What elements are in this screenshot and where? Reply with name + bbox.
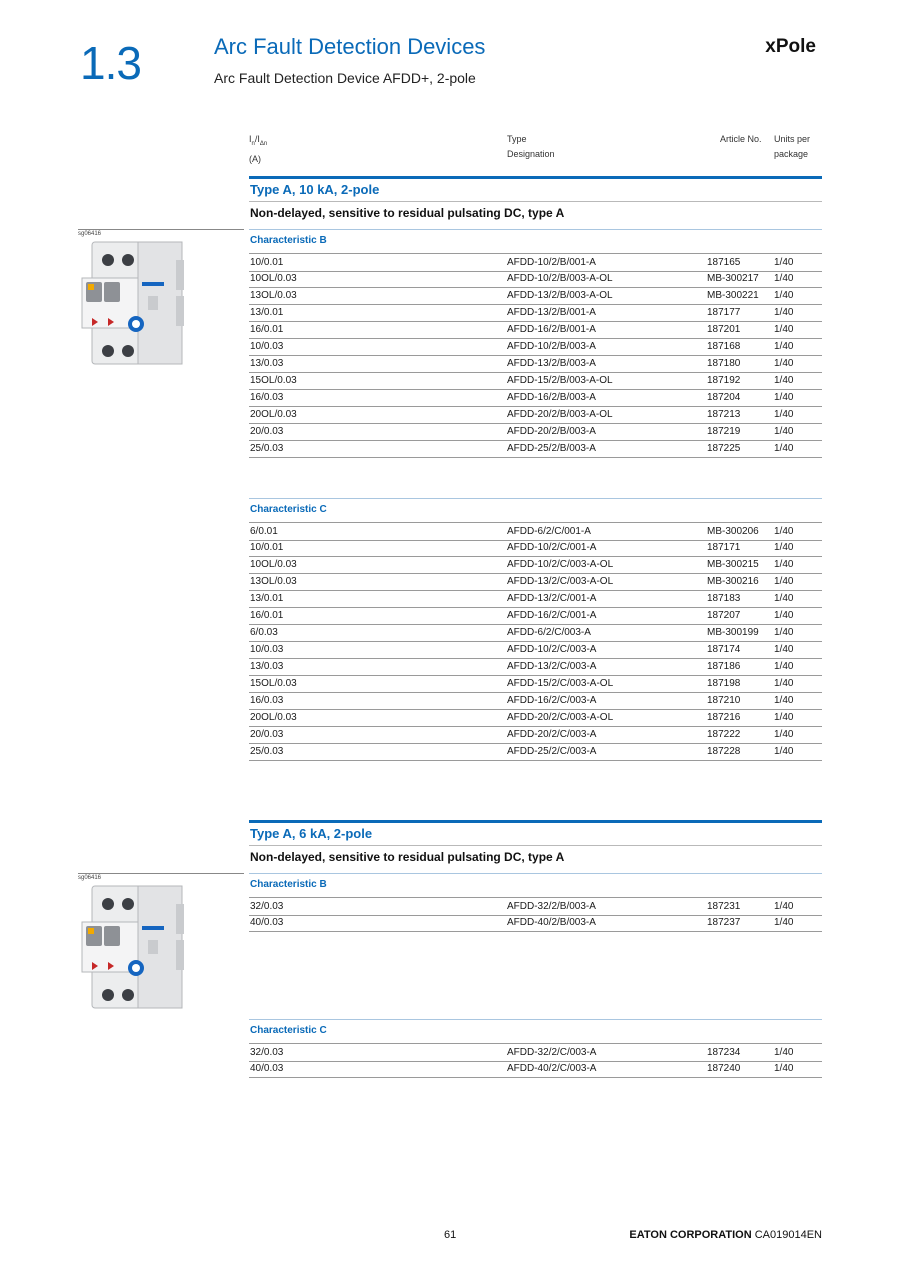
table-row	[249, 658, 822, 676]
cell-article-number: 187174	[707, 644, 741, 655]
cell-rating: 15OL/0.03	[250, 375, 297, 386]
cell-units-per-package: 1/40	[774, 729, 794, 740]
cell-units-per-package: 1/40	[774, 409, 794, 420]
cell-article-number: MB-300216	[707, 576, 759, 587]
group-rule	[249, 498, 822, 499]
cell-units-per-package: 1/40	[774, 375, 794, 386]
table-row	[249, 709, 822, 727]
table-row	[249, 338, 822, 356]
section-title: Type A, 10 kA, 2-pole	[250, 182, 380, 197]
cell-article-number: 187171	[707, 542, 741, 553]
cell-rating: 15OL/0.03	[250, 678, 297, 689]
chapter-number: 1.3	[80, 37, 141, 89]
column-header-article: Article No.	[720, 134, 762, 144]
characteristic-label: Characteristic B	[250, 235, 327, 246]
cell-designation: AFDD-32/2/C/003-A	[507, 1047, 597, 1058]
cell-designation: AFDD-32/2/B/003-A	[507, 901, 596, 912]
cell-article-number: 187216	[707, 712, 741, 723]
cell-units-per-package: 1/40	[774, 644, 794, 655]
cell-rating: 16/0.01	[250, 324, 284, 335]
cell-rating: 6/0.03	[250, 627, 278, 638]
cell-article-number: 187183	[707, 593, 741, 604]
table-row	[249, 624, 822, 642]
cell-article-number: 187213	[707, 409, 741, 420]
cell-article-number: 187165	[707, 257, 741, 268]
cell-article-number: 187204	[707, 392, 741, 403]
page-title: Arc Fault Detection Devices	[214, 34, 486, 59]
table-row	[249, 406, 822, 424]
cell-designation: AFDD-10/2/B/001-A	[507, 257, 596, 268]
cell-designation: AFDD-13/2/C/003-A	[507, 661, 597, 672]
table-row	[249, 440, 822, 458]
cell-designation: AFDD-20/2/C/003-A	[507, 729, 597, 740]
cell-article-number: 187228	[707, 746, 741, 757]
cell-rating: 40/0.03	[250, 1063, 284, 1074]
cell-units-per-package: 1/40	[774, 559, 794, 570]
cell-article-number: 187168	[707, 341, 741, 352]
cell-article-number: MB-300221	[707, 290, 759, 301]
section-top-rule	[249, 820, 822, 823]
table-row	[249, 372, 822, 390]
group-rule	[249, 1019, 822, 1020]
cell-rating: 32/0.03	[250, 1047, 284, 1058]
cell-units-per-package: 1/40	[774, 307, 794, 318]
cell-article-number: 187207	[707, 610, 741, 621]
cell-designation: AFDD-16/2/C/003-A	[507, 695, 597, 706]
cell-article-number: 187198	[707, 678, 741, 689]
cell-units-per-package: 1/40	[774, 746, 794, 757]
table-row	[249, 641, 822, 659]
image-label: sg06416	[78, 875, 102, 881]
cell-rating: 6/0.01	[250, 526, 278, 537]
table-row	[249, 914, 822, 932]
cell-units-per-package: 1/40	[774, 443, 794, 454]
cell-rating: 20/0.03	[250, 729, 284, 740]
table-row	[249, 692, 822, 710]
characteristic-label: Characteristic C	[250, 1025, 327, 1036]
cell-designation: AFDD-13/2/C/003-A-OL	[507, 576, 614, 587]
cell-units-per-package: 1/40	[774, 426, 794, 437]
cell-article-number: 187234	[707, 1047, 741, 1058]
table-row	[249, 270, 822, 288]
cell-rating: 40/0.03	[250, 917, 284, 928]
table-row	[249, 287, 822, 305]
table-row	[249, 590, 822, 608]
cell-designation: AFDD-20/2/C/003-A-OL	[507, 712, 614, 723]
cell-designation: AFDD-16/2/C/001-A	[507, 610, 597, 621]
section-rule	[249, 201, 822, 202]
cell-designation: AFDD-25/2/B/003-A	[507, 443, 596, 454]
table-row	[249, 675, 822, 693]
cell-article-number: 187201	[707, 324, 741, 335]
cell-units-per-package: 1/40	[774, 917, 794, 928]
cell-rating: 13OL/0.03	[250, 290, 297, 301]
cell-rating: 20OL/0.03	[250, 712, 297, 723]
cell-article-number: 187240	[707, 1063, 741, 1074]
cell-units-per-package: 1/40	[774, 1047, 794, 1058]
section-subtitle: Non-delayed, sensitive to residual pulsating DC, type A	[250, 206, 565, 220]
cell-rating: 16/0.01	[250, 610, 284, 621]
cell-designation: AFDD-10/2/C/003-A-OL	[507, 559, 614, 570]
cell-article-number: MB-300217	[707, 273, 759, 284]
column-header-type: Type Designation	[507, 134, 555, 159]
cell-units-per-package: 1/40	[774, 324, 794, 335]
cell-article-number: MB-300215	[707, 559, 759, 570]
cell-units-per-package: 1/40	[774, 661, 794, 672]
group-rule	[249, 229, 822, 230]
cell-article-number: MB-300199	[707, 627, 759, 638]
cell-designation: AFDD-16/2/B/001-A	[507, 324, 596, 335]
cell-rating: 10OL/0.03	[250, 559, 297, 570]
cell-designation: AFDD-13/2/C/001-A	[507, 593, 597, 604]
table-row	[249, 423, 822, 441]
cell-units-per-package: 1/40	[774, 542, 794, 553]
cell-designation: AFDD-6/2/C/001-A	[507, 526, 591, 537]
product-image	[78, 238, 186, 368]
cell-rating: 10OL/0.03	[250, 273, 297, 284]
cell-units-per-package: 1/40	[774, 695, 794, 706]
cell-units-per-package: 1/40	[774, 610, 794, 621]
table-row	[249, 1060, 822, 1078]
cell-designation: AFDD-25/2/C/003-A	[507, 746, 597, 757]
cell-units-per-package: 1/40	[774, 358, 794, 369]
cell-article-number: 187231	[707, 901, 741, 912]
cell-rating: 10/0.03	[250, 644, 284, 655]
cell-article-number: 187222	[707, 729, 741, 740]
cell-designation: AFDD-10/2/B/003-A-OL	[507, 273, 613, 284]
cell-rating: 16/0.03	[250, 392, 284, 403]
cell-rating: 13/0.01	[250, 593, 284, 604]
cell-article-number: 187237	[707, 917, 741, 928]
cell-units-per-package: 1/40	[774, 526, 794, 537]
table-row	[249, 389, 822, 407]
table-row	[249, 743, 822, 761]
cell-units-per-package: 1/40	[774, 627, 794, 638]
cell-units-per-package: 1/40	[774, 1063, 794, 1074]
page-number: 61	[444, 1229, 457, 1241]
table-row	[249, 607, 822, 625]
cell-article-number: 187180	[707, 358, 741, 369]
section-top-rule	[249, 176, 822, 179]
cell-article-number: 187192	[707, 375, 741, 386]
cell-units-per-package: 1/40	[774, 593, 794, 604]
section-subtitle: Non-delayed, sensitive to residual pulsating DC, type A	[250, 850, 565, 864]
cell-rating: 20OL/0.03	[250, 409, 297, 420]
cell-article-number: MB-300206	[707, 526, 759, 537]
cell-units-per-package: 1/40	[774, 576, 794, 587]
table-row	[249, 726, 822, 744]
cell-article-number: 187177	[707, 307, 741, 318]
cell-rating: 25/0.03	[250, 746, 284, 757]
cell-designation: AFDD-15/2/B/003-A-OL	[507, 375, 613, 386]
table-row	[249, 556, 822, 574]
cell-designation: AFDD-13/2/B/001-A	[507, 307, 596, 318]
cell-rating: 10/0.01	[250, 257, 284, 268]
cell-rating: 32/0.03	[250, 901, 284, 912]
cell-rating: 25/0.03	[250, 443, 284, 454]
image-top-rule	[78, 229, 244, 230]
cell-designation: AFDD-20/2/B/003-A-OL	[507, 409, 613, 420]
cell-article-number: 187210	[707, 695, 741, 706]
cell-units-per-package: 1/40	[774, 712, 794, 723]
brand-label: xPole	[765, 36, 816, 57]
cell-rating: 16/0.03	[250, 695, 284, 706]
image-label: sg06416	[78, 231, 102, 237]
group-rule	[249, 873, 822, 874]
cell-article-number: 187186	[707, 661, 741, 672]
cell-rating: 10/0.01	[250, 542, 284, 553]
cell-designation: AFDD-6/2/C/003-A	[507, 627, 591, 638]
cell-rating: 13/0.03	[250, 358, 284, 369]
cell-units-per-package: 1/40	[774, 392, 794, 403]
cell-designation: AFDD-40/2/B/003-A	[507, 917, 596, 928]
cell-units-per-package: 1/40	[774, 257, 794, 268]
cell-article-number: 187219	[707, 426, 741, 437]
table-row	[249, 355, 822, 373]
cell-rating: 13OL/0.03	[250, 576, 297, 587]
characteristic-label: Characteristic C	[250, 504, 327, 515]
cell-designation: AFDD-15/2/C/003-A-OL	[507, 678, 614, 689]
cell-designation: AFDD-10/2/B/003-A	[507, 341, 596, 352]
cell-rating: 10/0.03	[250, 341, 284, 352]
image-top-rule	[78, 873, 244, 874]
cell-designation: AFDD-10/2/C/003-A	[507, 644, 597, 655]
cell-rating: 13/0.01	[250, 307, 284, 318]
table-row	[249, 539, 822, 557]
cell-rating: 13/0.03	[250, 661, 284, 672]
cell-designation: AFDD-16/2/B/003-A	[507, 392, 596, 403]
column-header-rating: $I_n/I_{\Delta n}$ (A)	[249, 134, 268, 164]
cell-rating: 20/0.03	[250, 426, 284, 437]
cell-article-number: 187225	[707, 443, 741, 454]
table-row	[249, 321, 822, 339]
cell-units-per-package: 1/40	[774, 341, 794, 352]
cell-designation: AFDD-10/2/C/001-A	[507, 542, 597, 553]
product-image	[78, 882, 186, 1012]
footer-company: EATON CORPORATION CA019014EN	[629, 1229, 822, 1241]
cell-designation: AFDD-40/2/C/003-A	[507, 1063, 597, 1074]
page-subtitle: Arc Fault Detection Device AFDD+, 2-pole	[214, 70, 476, 86]
section-rule	[249, 845, 822, 846]
cell-units-per-package: 1/40	[774, 290, 794, 301]
table-row	[249, 304, 822, 322]
cell-designation: AFDD-20/2/B/003-A	[507, 426, 596, 437]
table-row	[249, 573, 822, 591]
cell-units-per-package: 1/40	[774, 901, 794, 912]
column-header-units: Units per package	[774, 134, 811, 159]
cell-designation: AFDD-13/2/B/003-A-OL	[507, 290, 613, 301]
cell-units-per-package: 1/40	[774, 678, 794, 689]
characteristic-label: Characteristic B	[250, 879, 327, 890]
section-title: Type A, 6 kA, 2-pole	[250, 826, 373, 841]
cell-designation: AFDD-13/2/B/003-A	[507, 358, 596, 369]
cell-units-per-package: 1/40	[774, 273, 794, 284]
